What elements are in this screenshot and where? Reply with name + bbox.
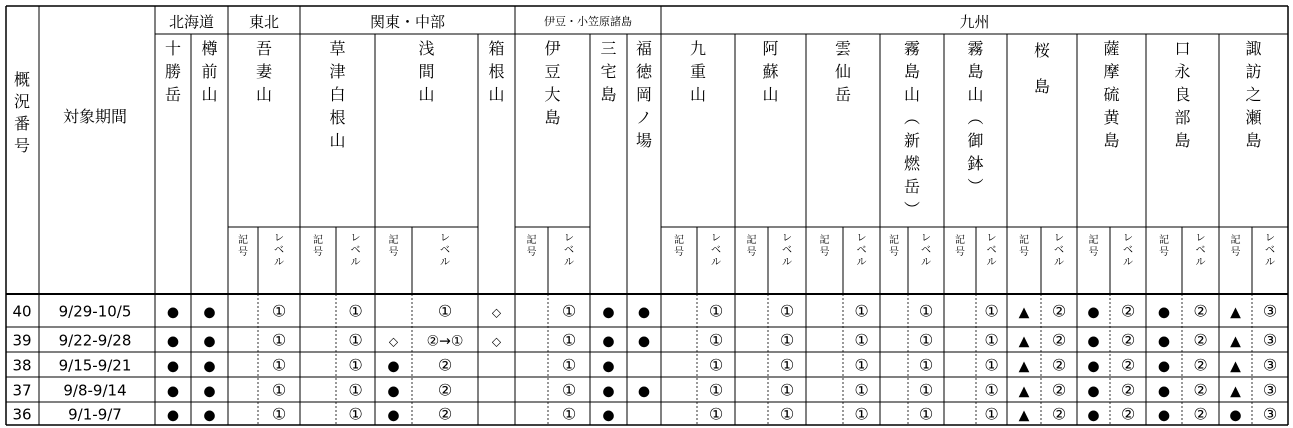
symbol-cell: ● xyxy=(637,333,651,350)
level-cell: ③ xyxy=(1262,380,1278,400)
level-cell: ① xyxy=(561,355,577,375)
symbol-label-char: 記 xyxy=(889,235,899,246)
level-cell: ① xyxy=(779,355,795,375)
volcano-name-char: ︵ xyxy=(967,108,984,127)
volcano-header xyxy=(418,39,434,104)
row-period: 9/1-9/7 xyxy=(68,405,122,424)
symbol-cell: ▲ xyxy=(1018,383,1030,400)
volcano-name-char: 白 xyxy=(329,85,346,104)
symbol-cell: ▲ xyxy=(1230,333,1241,350)
volcano-name-char: 新 xyxy=(903,131,921,150)
symbol-cell: ● xyxy=(602,358,615,375)
level-cell: ① xyxy=(918,355,934,375)
symbol-label-char: 記 xyxy=(955,235,965,246)
symbol-cell: ● xyxy=(1157,304,1171,321)
volcano-name-char: 霧 xyxy=(903,39,921,58)
symbol-cell: ● xyxy=(203,407,216,424)
level-label-char: レ xyxy=(711,233,721,244)
volcano-name-char: 三 xyxy=(600,39,617,58)
symbol-label-char: 号 xyxy=(1159,247,1169,258)
level-cell: ① xyxy=(854,301,869,321)
level-label-char: ル xyxy=(986,257,997,268)
symbol-cell: ● xyxy=(166,304,180,321)
volcano-name-char: 山 xyxy=(201,85,218,104)
volcano-name-char: 霧 xyxy=(967,39,984,58)
level-label-char: レ xyxy=(350,233,361,244)
symbol-cell: ● xyxy=(203,383,216,400)
level-cell: ① xyxy=(984,404,999,424)
volcano-name-char: 岳 xyxy=(164,85,182,104)
level-cell: ① xyxy=(918,404,934,424)
symbol-cell: ● xyxy=(1087,304,1100,321)
volcano-name-char: 根 xyxy=(329,108,346,127)
volcano-header xyxy=(1245,39,1262,150)
volcano-name-char: 御 xyxy=(967,131,984,150)
symbol-cell: ● xyxy=(166,358,180,375)
volcano-name-char: 前 xyxy=(201,62,218,81)
level-cell: ① xyxy=(708,404,724,424)
level-label-char: レ xyxy=(986,233,997,244)
volcano-name-char: 妻 xyxy=(255,62,273,81)
table-header xyxy=(14,13,1275,268)
level-cell: ① xyxy=(348,404,363,424)
level-label-char: ベ xyxy=(1054,245,1064,256)
level-cell: ① xyxy=(779,380,795,400)
level-cell: ① xyxy=(271,380,287,400)
symbol-label-char: 記 xyxy=(388,235,399,246)
symbol-cell: ● xyxy=(637,304,651,321)
volcano-name-char: 永 xyxy=(1174,62,1191,81)
level-label-char: ル xyxy=(274,257,284,268)
symbol-label-char: 号 xyxy=(1019,247,1029,258)
volcano-name-char: ︶ xyxy=(967,177,984,196)
level-label-char: ル xyxy=(1123,257,1133,268)
region-header: 九州 xyxy=(959,13,990,31)
volcano-name-char: 諏 xyxy=(1245,39,1262,58)
level-label-char: ル xyxy=(1265,257,1275,268)
volcano-header xyxy=(329,39,345,150)
volcano-name-char: 宅 xyxy=(600,62,617,81)
volcano-name-char: 岳 xyxy=(903,177,921,196)
symbol-label-char: 記 xyxy=(238,235,248,246)
symbol-label-char: 記 xyxy=(819,235,830,246)
symbol-label-char: 号 xyxy=(526,247,537,258)
volcano-name-char: 島 xyxy=(903,62,921,81)
level-label-char: ル xyxy=(921,257,931,268)
symbol-cell: ● xyxy=(387,358,400,375)
symbol-label-char: 記 xyxy=(1019,235,1029,246)
symbol-cell: ▲ xyxy=(1230,383,1241,400)
level-label-char: ベ xyxy=(274,245,284,256)
volcano-name-char: 島 xyxy=(600,85,617,104)
volcano-header xyxy=(600,39,616,104)
volcano-name-char: 根 xyxy=(488,62,505,81)
period-header: 対象期間 xyxy=(62,107,128,126)
level-cell: ② xyxy=(437,355,453,375)
symbol-cell: ● xyxy=(387,407,400,424)
level-cell: ① xyxy=(561,301,577,321)
volcano-header xyxy=(256,39,273,104)
no-header-char: 号 xyxy=(13,136,31,155)
level-cell: ① xyxy=(271,330,287,350)
level-cell: ① xyxy=(348,301,363,321)
level-cell: ① xyxy=(708,355,724,375)
volcano-name-char: 津 xyxy=(329,62,346,81)
level-cell: ② xyxy=(1051,301,1067,321)
level-cell: ① xyxy=(984,380,999,400)
volcano-name-char: 勝 xyxy=(164,62,182,81)
volcano-name-char: 島 xyxy=(1033,77,1051,96)
volcano-name-char: 岡 xyxy=(635,85,653,104)
level-label-char: ベ xyxy=(782,245,792,256)
volcano-name-char: ︶ xyxy=(903,200,921,219)
level-cell: ① xyxy=(984,301,999,321)
level-label-char: ベ xyxy=(440,245,450,256)
level-cell: ②→① xyxy=(426,333,464,350)
level-cell: ② xyxy=(1193,380,1208,400)
volcano-name-char: 薩 xyxy=(1103,39,1120,58)
level-cell: ① xyxy=(854,380,869,400)
level-cell: ② xyxy=(1120,355,1136,375)
level-label-char: ベ xyxy=(1195,245,1206,256)
row-period: 9/22-9/28 xyxy=(58,331,132,350)
level-label-char: ベ xyxy=(711,245,721,256)
level-cell: ① xyxy=(348,355,363,375)
level-cell: ① xyxy=(561,404,577,424)
level-label-char: ベ xyxy=(856,245,867,256)
volcano-name-char: 山 xyxy=(418,85,435,104)
level-cell: ① xyxy=(854,355,869,375)
volcano-name-char: 硫 xyxy=(1103,85,1120,104)
level-cell: ① xyxy=(854,404,869,424)
volcano-name-char: 箱 xyxy=(488,39,505,58)
region-header: 伊豆・小笠原諸島 xyxy=(544,15,632,28)
level-label-char: ル xyxy=(440,257,450,268)
symbol-cell: ▲ xyxy=(1018,407,1030,424)
symbol-cell: ▲ xyxy=(1018,358,1030,375)
table-row xyxy=(12,405,1277,424)
symbol-cell: ● xyxy=(203,358,216,375)
level-label-char: ベ xyxy=(1123,245,1133,256)
level-cell: ① xyxy=(984,355,999,375)
volcano-name-char: 山 xyxy=(689,85,707,104)
volcano-name-char: 瀬 xyxy=(1245,108,1262,127)
level-cell: ② xyxy=(1120,330,1136,350)
volcano-name-char: 豆 xyxy=(544,62,561,81)
symbol-label-char: 号 xyxy=(313,247,323,258)
level-cell: ③ xyxy=(1262,404,1278,424)
level-label-char: レ xyxy=(782,233,792,244)
volcano-name-char: 山 xyxy=(967,85,984,104)
no-header-char: 番 xyxy=(13,114,31,133)
volcano-name-char: 草 xyxy=(329,39,346,58)
volcano-name-char: 島 xyxy=(967,62,984,81)
volcano-name-char: 島 xyxy=(1103,131,1120,150)
volcano-name-char: 仙 xyxy=(834,62,852,81)
symbol-label-char: 号 xyxy=(1230,247,1241,258)
volcano-name-char: 吾 xyxy=(255,39,273,58)
level-label-char: ル xyxy=(1054,257,1064,268)
level-cell: ① xyxy=(271,404,287,424)
level-cell: ③ xyxy=(1262,355,1278,375)
level-cell: ① xyxy=(708,380,724,400)
level-cell: ① xyxy=(348,380,363,400)
level-cell: ② xyxy=(437,380,453,400)
symbol-cell: ◇ xyxy=(491,334,502,349)
volcano-name-char: 黄 xyxy=(1103,108,1120,127)
level-cell: ② xyxy=(1193,301,1208,321)
level-label-char: レ xyxy=(1265,233,1275,244)
symbol-cell: ● xyxy=(203,304,216,321)
symbol-cell: ● xyxy=(1087,333,1100,350)
symbol-label-char: 号 xyxy=(955,247,965,258)
level-cell: ② xyxy=(437,404,453,424)
symbol-cell: ▲ xyxy=(1018,333,1030,350)
symbol-cell: ● xyxy=(1157,407,1171,424)
volcano-name-char: 口 xyxy=(1174,39,1191,58)
table-row xyxy=(12,381,1277,400)
no-header-vertical xyxy=(14,70,30,155)
table-row xyxy=(12,331,1277,350)
symbol-label-char: 記 xyxy=(674,235,684,246)
symbol-cell: ● xyxy=(637,383,651,400)
volcano-name-char: 島 xyxy=(1174,131,1191,150)
symbol-label-char: 記 xyxy=(1159,235,1169,246)
symbol-label-char: 記 xyxy=(746,235,757,246)
row-number: 37 xyxy=(12,381,32,400)
symbol-label-char: 号 xyxy=(388,247,399,258)
symbol-cell: ● xyxy=(387,383,400,400)
symbol-label-char: 記 xyxy=(313,235,323,246)
symbol-cell: ▲ xyxy=(1230,304,1241,321)
symbol-cell: ▲ xyxy=(1018,304,1030,321)
volcano-name-char: 重 xyxy=(689,62,707,81)
level-cell: ② xyxy=(1193,404,1208,424)
volcano-name-char: 阿 xyxy=(762,39,779,58)
volcano-name-char: 山 xyxy=(329,131,346,150)
level-cell: ③ xyxy=(1262,301,1278,321)
level-cell: ② xyxy=(1051,355,1067,375)
row-number: 36 xyxy=(12,405,32,424)
level-cell: ③ xyxy=(1262,330,1278,350)
volcano-name-char: 山 xyxy=(255,85,273,104)
symbol-cell: ▲ xyxy=(1230,358,1241,375)
volcano-name-char: 九 xyxy=(689,39,707,58)
volcano-header xyxy=(762,39,778,104)
symbol-label-char: 号 xyxy=(1088,247,1099,258)
no-header-char: 概 xyxy=(13,70,31,89)
symbol-cell: ● xyxy=(1157,358,1171,375)
table-row xyxy=(12,356,1277,375)
volcano-name-char: 山 xyxy=(488,85,505,104)
symbol-label-char: 記 xyxy=(1230,235,1241,246)
volcano-name-char: 間 xyxy=(418,62,435,81)
level-label-char: レ xyxy=(440,233,450,244)
level-cell: ① xyxy=(918,330,934,350)
level-cell: ① xyxy=(779,301,795,321)
volcano-name-char: 樽 xyxy=(201,39,218,58)
region-header: 東北 xyxy=(248,13,280,31)
symbol-cell: ● xyxy=(1229,407,1242,424)
symbol-cell: ◇ xyxy=(491,305,502,320)
volcano-header xyxy=(835,39,851,104)
volcano-name-char: 燃 xyxy=(903,154,921,173)
symbol-label-char: 記 xyxy=(1088,235,1099,246)
level-label-char: ル xyxy=(856,257,867,268)
level-label-char: ベ xyxy=(564,245,574,256)
symbol-cell: ● xyxy=(602,407,615,424)
symbol-cell: ● xyxy=(1087,383,1100,400)
level-cell: ① xyxy=(779,330,795,350)
volcano-header xyxy=(636,39,653,150)
volcano-name-char: 山 xyxy=(903,85,921,104)
symbol-cell: ● xyxy=(1087,358,1100,375)
symbol-label-char: 号 xyxy=(746,247,757,258)
level-label-char: レ xyxy=(1123,233,1133,244)
volcano-name-char: 雲 xyxy=(834,39,852,58)
table-body xyxy=(12,302,1277,424)
volcano-name-char: 十 xyxy=(164,39,182,58)
volcano-header xyxy=(967,39,983,196)
level-label-char: ベ xyxy=(350,245,361,256)
volcano-name-char: 訪 xyxy=(1245,62,1262,81)
symbol-cell: ● xyxy=(602,383,615,400)
region-header: 北海道 xyxy=(168,13,215,31)
symbol-label-char: 号 xyxy=(889,247,899,258)
level-cell: ① xyxy=(708,330,724,350)
symbol-cell: ● xyxy=(602,333,615,350)
level-cell: ① xyxy=(918,380,934,400)
symbol-label-char: 記 xyxy=(526,235,537,246)
level-label-char: レ xyxy=(856,233,867,244)
level-label-char: ル xyxy=(564,257,574,268)
level-cell: ② xyxy=(1193,355,1208,375)
symbol-cell: ● xyxy=(1157,383,1171,400)
symbol-label-char: 号 xyxy=(238,247,248,258)
level-cell: ② xyxy=(1120,404,1136,424)
volcano-name-char: 伊 xyxy=(544,39,561,58)
symbol-cell: ◇ xyxy=(388,334,399,349)
level-cell: ② xyxy=(1193,330,1208,350)
table-row xyxy=(12,302,1277,321)
volcano-name-char: 福 xyxy=(635,39,653,58)
volcano-header xyxy=(1174,39,1190,150)
volcano-name-char: 部 xyxy=(1174,108,1191,127)
volcano-header xyxy=(165,39,181,104)
no-header-char: 況 xyxy=(13,92,31,111)
level-cell: ② xyxy=(1051,404,1067,424)
volcano-name-char: 浅 xyxy=(418,39,435,58)
volcano-name-char: 蘇 xyxy=(762,62,779,81)
symbol-cell: ● xyxy=(602,304,615,321)
volcano-header xyxy=(690,39,706,104)
volcano-name-char: 鉢 xyxy=(967,154,984,173)
level-label-char: ベ xyxy=(986,245,997,256)
level-cell: ① xyxy=(348,330,363,350)
volcano-name-char: 桜 xyxy=(1033,41,1051,60)
level-cell: ② xyxy=(1120,301,1136,321)
row-period: 9/15-9/21 xyxy=(58,356,132,375)
level-label-char: レ xyxy=(274,233,284,244)
volcano-name-char: 良 xyxy=(1174,85,1191,104)
level-cell: ② xyxy=(1120,380,1136,400)
row-period: 9/29-10/5 xyxy=(58,302,132,321)
symbol-cell: ● xyxy=(1157,333,1171,350)
volcano-header xyxy=(1034,41,1050,96)
level-cell: ① xyxy=(854,330,869,350)
level-cell: ① xyxy=(918,301,934,321)
row-number: 39 xyxy=(12,331,32,350)
volcano-header xyxy=(904,39,921,219)
symbol-cell: ● xyxy=(203,333,216,350)
level-label-char: ベ xyxy=(1265,245,1275,256)
symbol-label-char: 号 xyxy=(674,247,684,258)
level-label-char: ル xyxy=(1195,257,1206,268)
level-cell: ① xyxy=(271,355,287,375)
level-label-char: レ xyxy=(1054,233,1064,244)
row-number: 38 xyxy=(12,356,32,375)
region-header: 関東・中部 xyxy=(369,13,446,31)
level-cell: ① xyxy=(984,330,999,350)
symbol-label-char: 号 xyxy=(819,247,830,258)
row-number: 40 xyxy=(12,302,32,321)
volcano-name-char: 徳 xyxy=(635,62,653,81)
level-cell: ① xyxy=(779,404,795,424)
volcano-name-char: 大 xyxy=(544,85,561,104)
volcano-name-char: 岳 xyxy=(834,85,852,104)
symbol-cell: ● xyxy=(166,383,180,400)
volcano-header xyxy=(488,39,504,104)
level-label-char: ル xyxy=(350,257,361,268)
level-cell: ① xyxy=(561,330,577,350)
level-cell: ② xyxy=(1051,330,1067,350)
volcano-name-char: ︵ xyxy=(903,108,921,127)
volcano-header xyxy=(544,39,560,127)
level-cell: ① xyxy=(437,301,453,321)
level-label-char: ル xyxy=(782,257,792,268)
level-label-char: ル xyxy=(711,257,721,268)
level-label-char: レ xyxy=(921,233,931,244)
level-cell: ① xyxy=(561,380,577,400)
volcano-name-char: 山 xyxy=(762,85,779,104)
volcano-name-char: 場 xyxy=(635,131,653,150)
volcano-name-char: 之 xyxy=(1245,85,1262,104)
level-cell: ① xyxy=(271,301,287,321)
level-label-char: レ xyxy=(1195,233,1206,244)
volcano-header xyxy=(1103,39,1120,150)
volcano-name-char: 島 xyxy=(1245,131,1262,150)
volcano-name-char: 島 xyxy=(544,108,561,127)
volcano-name-char: ノ xyxy=(635,108,653,127)
volcano-name-char: 摩 xyxy=(1103,62,1120,81)
level-cell: ② xyxy=(1051,380,1067,400)
level-label-char: レ xyxy=(564,233,574,244)
row-period: 9/8-9/14 xyxy=(63,381,127,400)
symbol-cell: ● xyxy=(166,333,180,350)
symbol-cell: ● xyxy=(166,407,180,424)
volcano-header xyxy=(201,39,217,104)
level-cell: ① xyxy=(708,301,724,321)
level-label-char: ベ xyxy=(921,245,931,256)
symbol-cell: ● xyxy=(1087,407,1100,424)
